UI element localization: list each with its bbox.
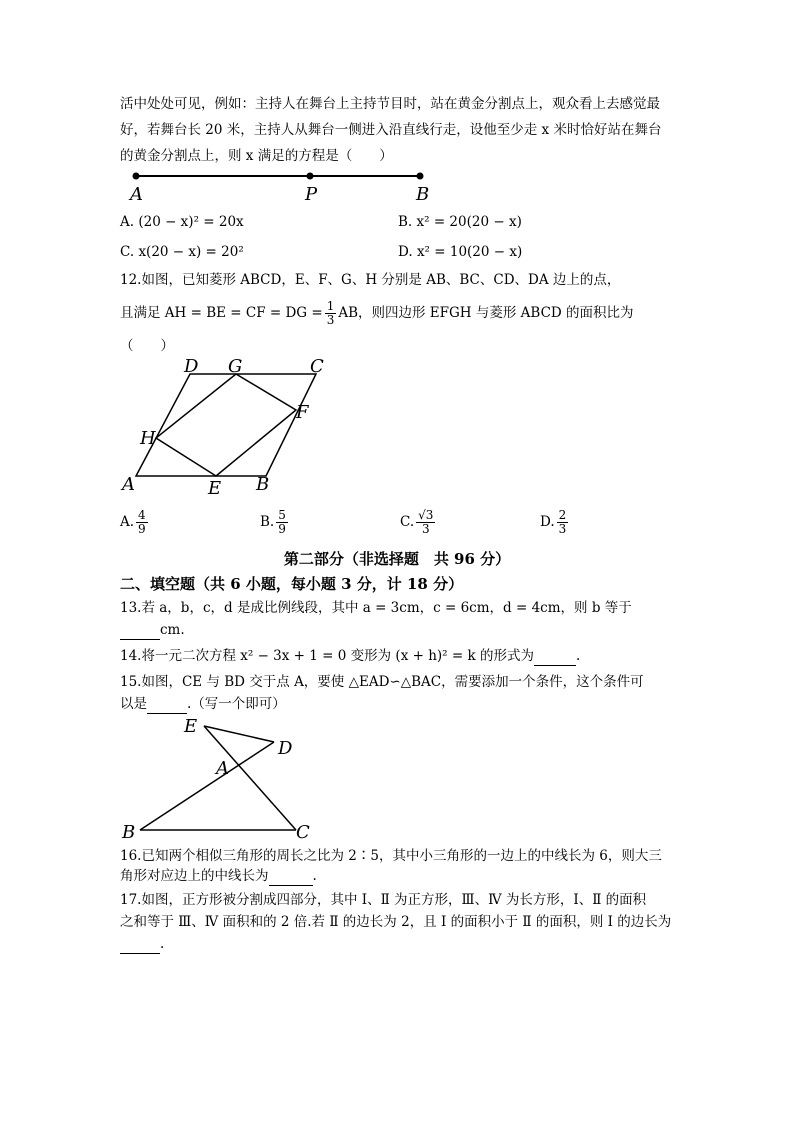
q12-option-a[interactable]: A. $\frac{4}{9}$: [120, 508, 146, 536]
label-e: E: [208, 478, 222, 497]
q15-text-line1: 15.如图，CE 与 BD 交于点 A，要使 △EAD∽△BAC，需要添加一个条件，这个条件可: [120, 674, 644, 690]
label-a: A: [216, 758, 229, 779]
point-b-dot: [417, 173, 424, 180]
label-c: C: [296, 822, 310, 843]
q11-option-d[interactable]: D. x² = 10(20 − x): [398, 244, 523, 260]
label-h: H: [140, 428, 156, 449]
q12-option-d[interactable]: D. $\frac{2}{3}$: [540, 508, 567, 536]
q12-option-b[interactable]: B. $\frac{5}{9}$: [260, 508, 286, 536]
rhombus-figure: [118, 352, 328, 497]
q17-text-line3: .: [120, 934, 680, 954]
point-p-dot: [307, 173, 314, 180]
q15-text-line2: 以是 .（写一个即可）: [120, 696, 286, 712]
label-c: C: [310, 356, 324, 377]
q11-text-line2: 好，若舞台长 20 米，主持人从舞台一侧进入沿直线行走，设他至少走 x 米时恰好站在舞台: [120, 122, 662, 138]
label-e: E: [184, 716, 198, 737]
point-a-dot: [133, 173, 140, 180]
label-a: A: [122, 474, 135, 495]
section-title: 第二部分（非选择题 共 96 分）: [283, 550, 511, 568]
segment-ed: [204, 726, 274, 742]
segment-bd: [140, 742, 274, 830]
q16-text-line2: 角形对应边上的中线长为 .: [120, 868, 317, 884]
q17-answer-blank[interactable]: [120, 939, 160, 954]
label-b: B: [256, 474, 270, 495]
label-d: D: [184, 356, 199, 377]
q12-text-line3: （ ）: [120, 338, 174, 354]
quadrilateral-efgh: [156, 374, 296, 476]
q14-answer-blank[interactable]: [534, 651, 576, 666]
rhombus-abcd: [136, 374, 316, 476]
q13-text-line1: 13.若 a，b，c，d 是成比例线段，其中 a = 3cm，c = 6cm，d = 4cm，则 b 等于: [120, 600, 632, 616]
triangles-figure: [118, 712, 328, 844]
q11-option-a[interactable]: A. (20 − x)² = 20x: [120, 214, 244, 230]
q11-option-b[interactable]: B. x² = 20(20 − x): [398, 214, 522, 230]
label-a: A: [130, 184, 143, 205]
q11-text-line3: 的黄金分割点上，则 x 满足的方程是（ ）: [120, 148, 393, 164]
golden-section-figure: [120, 166, 440, 206]
q12-text-line1: 12.如图，已知菱形 ABCD，E、F、G、H 分别是 AB、BC、CD、DA 边上的点，: [120, 272, 621, 288]
label-d: D: [278, 738, 293, 759]
label-g: G: [228, 356, 243, 377]
q11-text-line1: 活中处处可见，例如：主持人在舞台上主持节目时，站在黄金分割点上，观众看上去感觉最: [120, 96, 660, 112]
q16-text-line1: 16.已知两个相似三角形的周长之比为 2∶5，其中小三角形的一边上的中线长为 6，则大三: [120, 848, 662, 864]
q17-text-line2: 之和等于 Ⅲ、Ⅳ 面积和的 2 倍.若 Ⅱ 的边长为 2，且 Ⅰ 的面积小于 Ⅱ 的面积，则 Ⅰ 的边长为: [120, 914, 672, 930]
q12-fraction: $\frac{1}{3}$: [326, 299, 335, 327]
label-b: B: [122, 822, 136, 843]
q17-text-line1: 17.如图，正方形被分割成四部分，其中 Ⅰ、Ⅱ 为正方形，Ⅲ、Ⅳ 为长方形，Ⅰ、Ⅱ 的面积: [120, 892, 647, 908]
q16-answer-blank[interactable]: [269, 871, 313, 886]
label-f: F: [296, 402, 309, 423]
q12-text-line2: 且满足 AH = BE = CF = DG = $\frac{1}{3}$ AB，则四边形 EFGH 与菱形 ABCD 的面积比为: [120, 299, 634, 327]
q14-text: 14.将一元二次方程 x² − 3x + 1 = 0 变形为 (x + h)² = k 的形式为 .: [120, 648, 581, 664]
q13-text-line2: cm.: [120, 620, 680, 640]
q13-answer-blank[interactable]: [120, 625, 160, 640]
q11-option-c[interactable]: C. x(20 − x) = 20²: [120, 244, 244, 260]
label-b: B: [416, 184, 430, 205]
q12-option-c[interactable]: C. $\frac{√3}{3}$: [400, 508, 434, 536]
section-subtitle: 二、填空题（共 6 小题，每小题 3 分，计 18 分）: [120, 575, 464, 593]
label-p: P: [305, 184, 318, 205]
